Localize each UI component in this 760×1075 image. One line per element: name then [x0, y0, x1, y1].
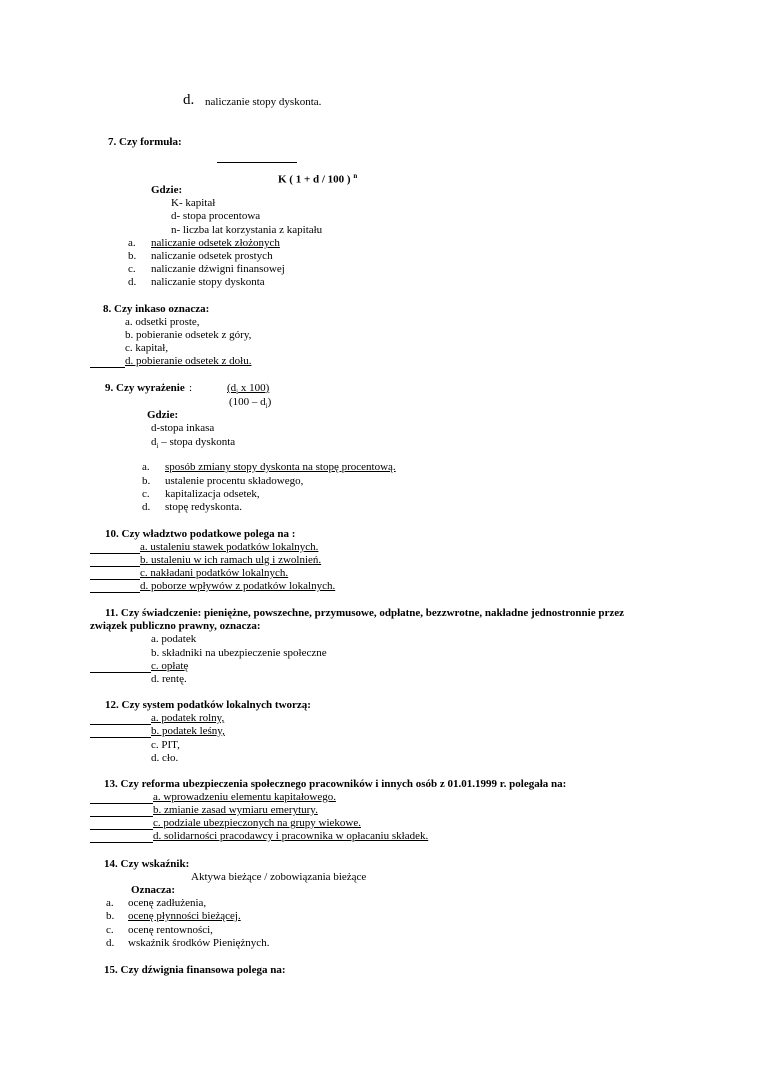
option-text: naliczanie stopy dyskonta. — [205, 96, 322, 108]
option-text: ustalenie procentu składowego, — [165, 475, 304, 487]
option-text: wskaźnik środków Pieniężnych. — [128, 937, 270, 949]
option: d. poborze wpływów z podatków lokalnych. — [140, 580, 336, 592]
answer-rule — [90, 579, 140, 580]
option-text: naliczanie odsetek prostych — [151, 250, 273, 262]
option-letter: a. — [142, 461, 150, 473]
answer-rule — [90, 724, 151, 725]
definition: K- kapitał — [171, 197, 216, 209]
answer-rule — [90, 842, 153, 843]
option-text: naliczanie odsetek złożonych — [151, 237, 280, 249]
option: b. składniki na ubezpieczenie społeczne — [151, 647, 327, 659]
option: c. nakładani podatków lokalnych. — [140, 567, 289, 579]
option-letter: d. — [183, 92, 195, 108]
option: d. rentę. — [151, 673, 187, 685]
answer-rule — [90, 803, 153, 804]
question-heading: 8. Czy inkaso oznacza: — [103, 303, 210, 315]
option: c. podziale ubezpieczonych na grupy wiekowe. — [153, 817, 361, 829]
option-letter: c. — [128, 263, 136, 275]
formula: Aktywa bieżące / zobowiązania bieżące — [191, 871, 367, 883]
option-letter: d. — [142, 501, 151, 513]
option: a. odsetki proste, — [125, 316, 200, 328]
formula-rule — [217, 162, 297, 163]
question-heading: 11. Czy świadczenie: pieniężne, powszechne, przymusowe, odpłatne, bezzwrotne, nakładne jednostronnie przez — [105, 607, 625, 619]
option: c. opłatę — [151, 660, 189, 672]
option-letter: c. — [106, 924, 114, 936]
answer-rule — [90, 816, 153, 817]
question-heading: 9. Czy wyrażenie — [105, 382, 185, 394]
option-letter: a. — [128, 237, 136, 249]
option: d. cło. — [151, 752, 179, 764]
option-letter: a. — [106, 897, 114, 909]
option-letter: b. — [142, 475, 151, 487]
option: b. ustaleniu w ich ramach ulg i zwolnień. — [140, 554, 322, 566]
option: a. wprowadzeniu elementu kapitałowego. — [153, 791, 336, 803]
option: c. PIT, — [151, 739, 180, 751]
answer-rule — [90, 829, 153, 830]
answer-rule — [90, 737, 151, 738]
formula: K ( 1 + d / 100 ) $^n$ — [278, 172, 358, 186]
option: b. zmianie zasad wymiaru emerytury. — [153, 804, 318, 816]
option-text: stopę redyskonta. — [165, 501, 242, 513]
question-heading: 10. Czy władztwo podatkowe polega na : — [105, 528, 296, 540]
gdzie-label: Gdzie: — [151, 184, 183, 196]
option: a. podatek rolny, — [151, 712, 225, 724]
option-text: ocenę płynności bieżącej. — [128, 910, 241, 922]
question-heading: 7. Czy formuła: — [108, 136, 182, 148]
question-heading: 15. Czy dźwignia finansowa polega na: — [104, 964, 286, 976]
option-text: naliczanie dźwigni finansowej — [151, 263, 285, 275]
definition: d- stopa procentowa — [171, 210, 261, 222]
option-letter: c. — [142, 488, 150, 500]
option-letter: d. — [128, 276, 137, 288]
oznacza-label: Oznacza: — [131, 884, 175, 896]
option: b. podatek leśny, — [151, 725, 225, 737]
option: c. kapitał, — [125, 342, 169, 354]
gdzie-label: Gdzie: — [147, 409, 179, 421]
option: a. ustaleniu stawek podatków lokalnych. — [140, 541, 319, 553]
answer-rule — [90, 592, 140, 593]
option: a. podatek — [151, 633, 197, 645]
question-heading: 12. Czy system podatków lokalnych tworzą: — [105, 699, 311, 711]
question-heading: 13. Czy reforma ubezpieczenia społecznego pracowników i innych osób z 01.01.1999 r. polegała na: — [104, 778, 567, 790]
option-text: sposób zmiany stopy dyskonta na stopę procentową. — [165, 461, 396, 473]
definition: n- liczba lat korzystania z kapitału — [171, 224, 323, 236]
option-letter: d. — [106, 937, 115, 949]
definition: $d_i$ – stopa dyskonta — [151, 436, 236, 451]
option-text: ocenę zadłużenia, — [128, 897, 207, 909]
expression-numerator: ($d_i$ x 100) — [227, 382, 270, 397]
answer-rule — [90, 367, 125, 368]
expression-denominator: $(100 - d_i)$ — [229, 396, 272, 411]
answer-rule — [90, 553, 140, 554]
answer-rule — [90, 566, 140, 567]
answer-rule — [90, 672, 151, 673]
option-letter: b. — [106, 910, 115, 922]
option-letter: b. — [128, 250, 137, 262]
question-heading-cont: związek publiczno prawny, oznacza: — [90, 620, 261, 632]
colon: : — [189, 382, 193, 394]
definition: d-stopa inkasa — [151, 422, 215, 434]
question-heading: 14. Czy wskaźnik: — [104, 858, 190, 870]
option-text: ocenę rentowności, — [128, 924, 213, 936]
option-text: naliczanie stopy dyskonta — [151, 276, 265, 288]
option: b. pobieranie odsetek z góry, — [125, 329, 252, 341]
option: d. pobieranie odsetek z dołu. — [125, 355, 252, 367]
option-text: kapitalizacja odsetek, — [165, 488, 260, 500]
option: d. solidarności pracodawcy i pracownika w opłacaniu składek. — [153, 830, 429, 842]
